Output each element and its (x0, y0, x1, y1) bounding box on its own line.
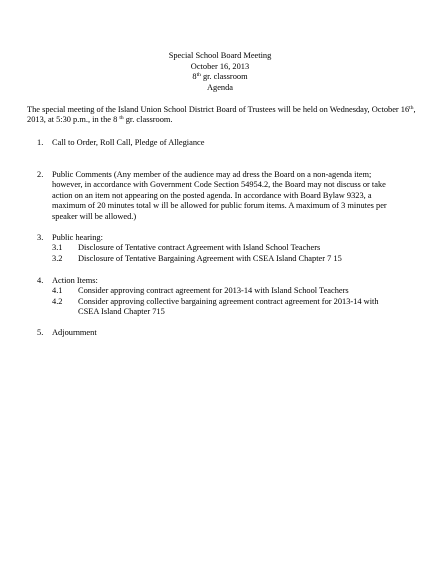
document-header (0, 51, 440, 93)
meeting-title: Special School Board Meeting (168, 51, 272, 60)
sub-item (52, 254, 392, 264)
sub-item (52, 297, 392, 318)
agenda-heading: Agenda (206, 82, 234, 92)
item-number: 3. (37, 233, 44, 242)
meeting-date: October 16, 2013 (190, 61, 250, 71)
sub-item (52, 243, 392, 253)
sub-item (52, 286, 392, 296)
item-number: 2. (37, 170, 44, 179)
item-number: 1. (37, 138, 44, 147)
item-text: Call to Order, Roll Call, Pledge of Allegiance (52, 138, 205, 147)
intro-text-3: gr. classroom. (123, 115, 173, 125)
sub-item-text: Consider approving collective bargaining agreement contract agreement for 2013-14 with CSEA Island Chapter 715 (78, 296, 379, 317)
intro-text-2: , 2013, at 5:30 p.m., in the 8 (27, 105, 416, 125)
meeting-location (0, 72, 440, 83)
room-ordinal: th (196, 72, 201, 78)
room-label: gr. classroom (200, 72, 248, 81)
item-number: 5. (37, 328, 44, 337)
sub-item-text: Disclosure of Tentative Bargaining Agreement with CSEA Island Chapter 7 15 (78, 253, 342, 263)
intro-paragraph (27, 105, 417, 126)
item-text: Public Comments (Any member of the audience may ad dress the Board on a non-agenda item; however, in accordance with Government Code Section 54954.2, the Board may not discuss or take action on an item not appearing on the posted agenda. In accordance with Board Bylaw 9323, a maximum of 20 minutes total w ill be allowed for public forum items. A maximum of 3 minutes per speaker will be allowed.) (52, 170, 387, 221)
intro-text-1: The special meeting of the Island Union School District Board of Trustees will be held on Wednesday, October 16 (27, 105, 410, 114)
sub-item-text: Disclosure of Tentative contract Agreement with Island School Teachers (78, 243, 321, 253)
sub-item-number: 3.2 (52, 253, 63, 263)
intro-room-ordinal: th (119, 115, 124, 122)
item-number: 4. (37, 276, 44, 285)
item-text: Adjournment (52, 328, 97, 337)
item-text: Action Items: (52, 276, 98, 285)
intro-date-ordinal: th (409, 105, 414, 111)
sub-item-text: Consider approving contract agreement for 2013-14 with Island School Teachers (78, 286, 349, 296)
sub-item-number: 3.1 (52, 243, 63, 253)
item-text: Public hearing: (52, 233, 103, 242)
room-number: 8 (192, 72, 197, 81)
sub-item-number: 4.2 (52, 296, 63, 306)
sub-item-number: 4.1 (52, 286, 63, 296)
